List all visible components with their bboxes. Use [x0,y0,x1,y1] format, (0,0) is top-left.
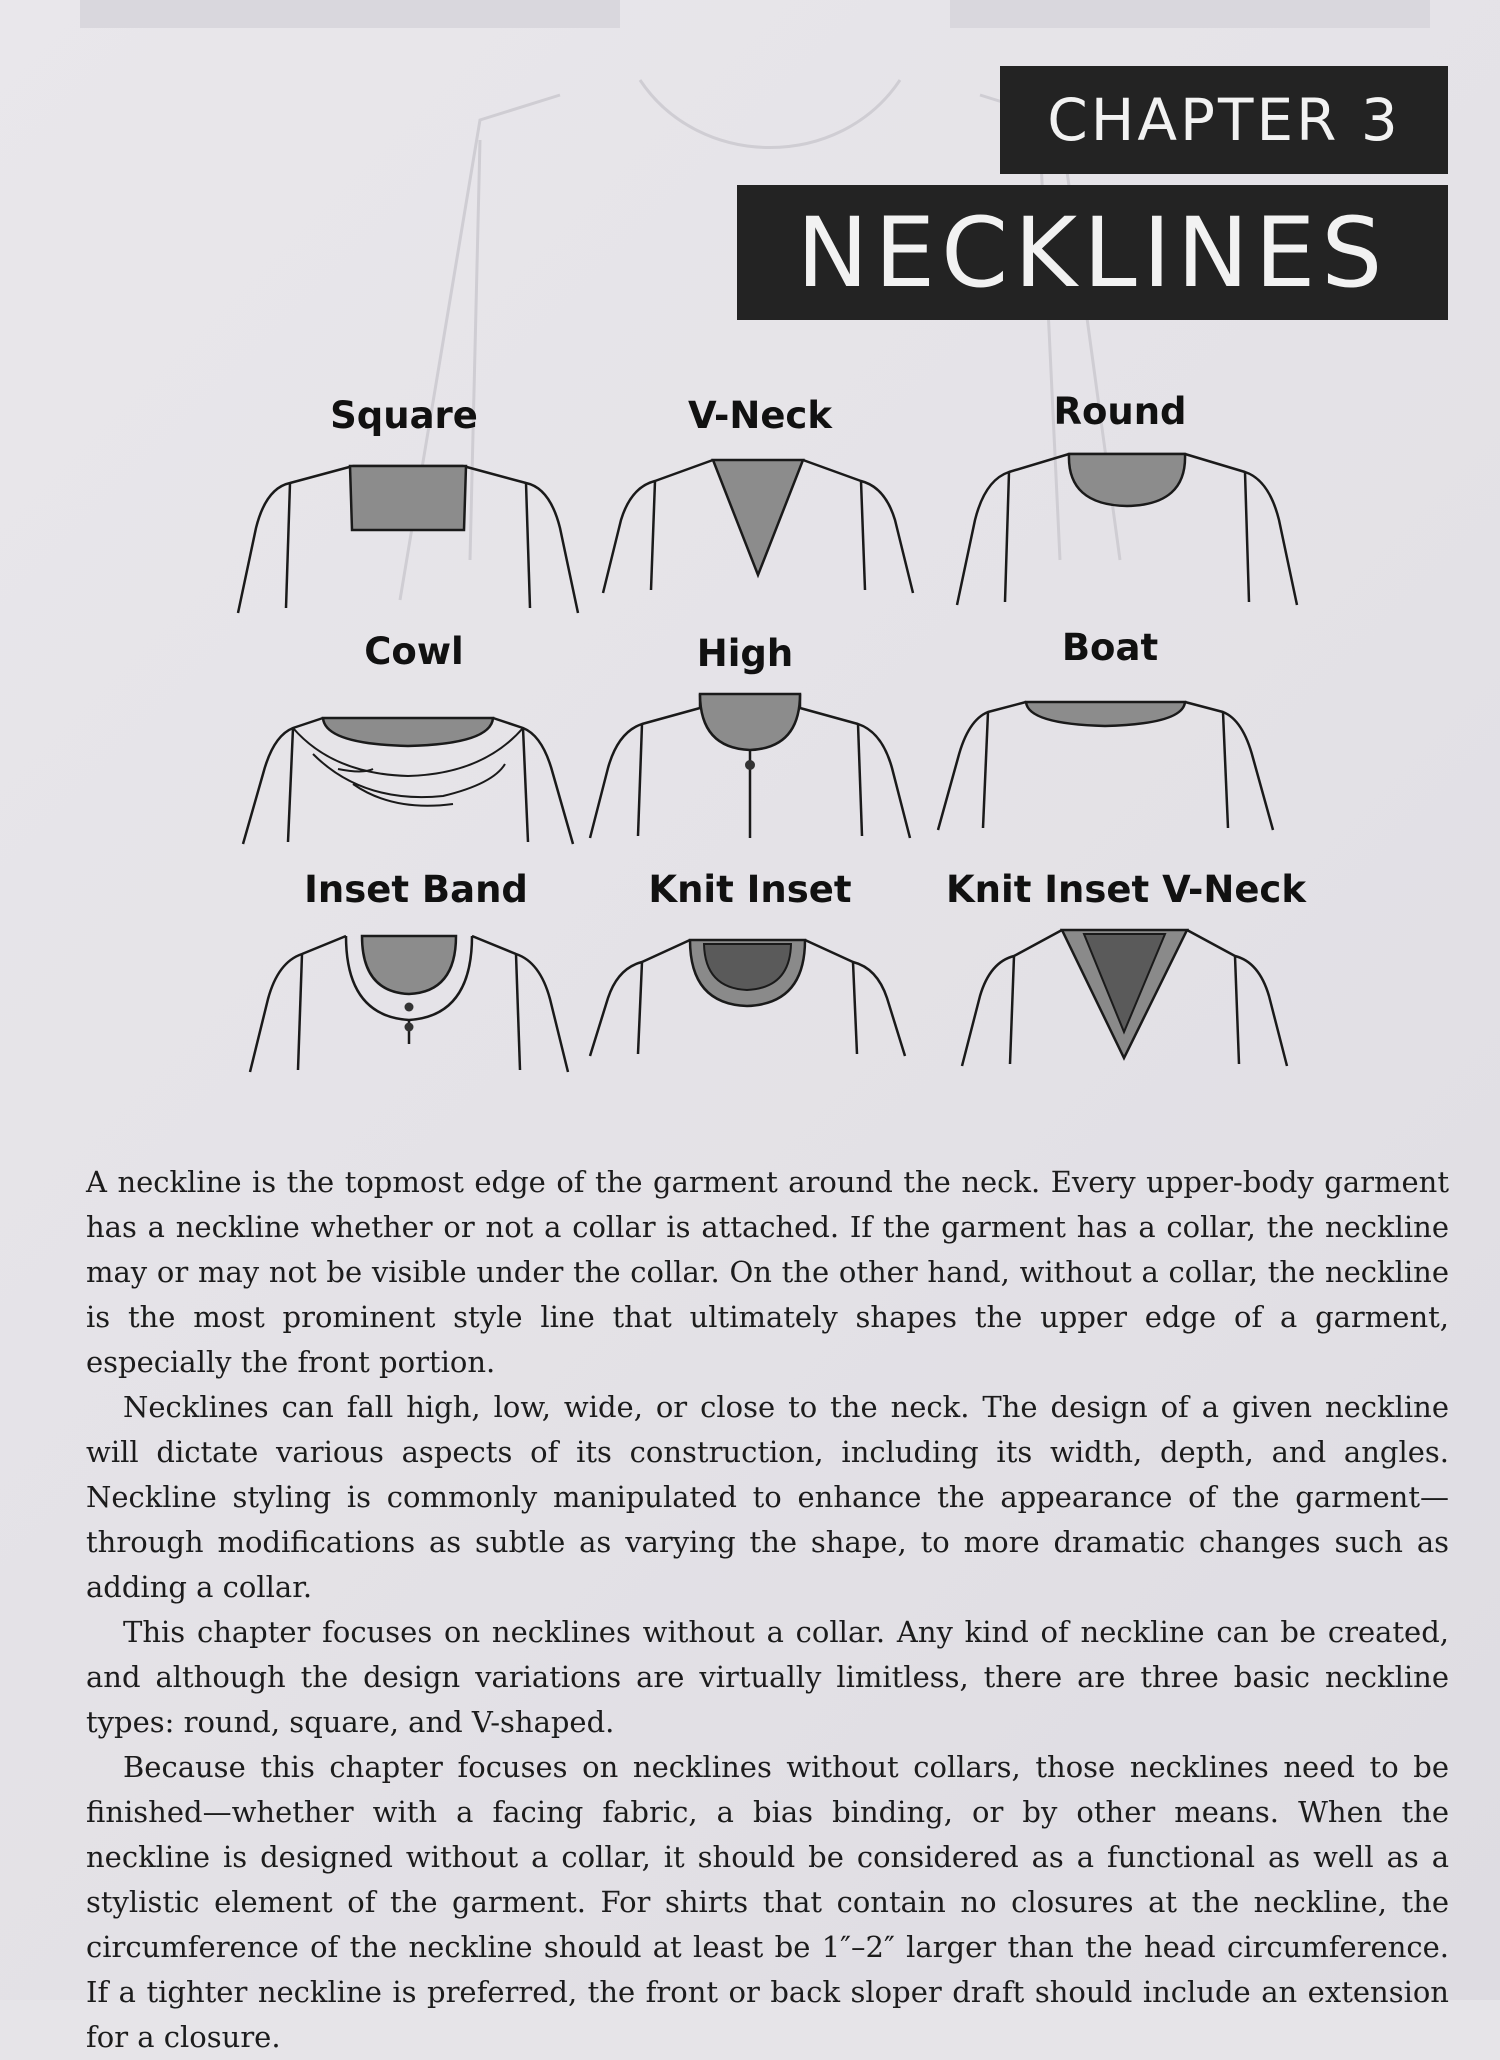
neckline-label-cowl: Cowl [364,630,464,673]
high-neckline-icon [590,690,910,840]
neckline-label-boat: Boat [1061,626,1159,669]
paragraph: This chapter focuses on necklines without a collar. Any kind of neckline can be created, and although the design variations are virtually limitless, there are three basic neckline types: round, square, and V-shaped. [86,1615,1449,1739]
paragraph: A neckline is the topmost edge of the garment around the neck. Every upper-body garment has a neckline whether or not a collar is attached. If the garment has a collar, the neckline may or may not be visible under the collar. On the other hand, without a collar, the neckline is the most prominent style line that ultimately shapes the upper edge of a garment, especially the front portion. [86,1165,1449,1379]
square-neckline-icon [238,458,578,618]
inset-band-neckline-icon [250,924,568,1074]
chapter-label: CHAPTER 3 [1000,66,1448,174]
neckline-label-square: Square [330,394,478,437]
paragraph: Necklines can fall high, low, wide, or close to the neck. The design of a given neckline will dictate various aspects of its construction, including its width, depth, and angles. Neckline styling is commonly manipulated to enhance the appearance of the garment—through modifications as subtle as varying the shape, to more dramatic changes such as adding a collar. [86,1390,1449,1604]
neckline-label-knit-inset-v-neck: Knit Inset V-Neck [946,868,1306,911]
neckline-label-inset-band: Inset Band [304,868,528,911]
neckline-label-v-neck: V-Neck [688,394,832,437]
boat-neckline-icon [938,698,1273,833]
chapter-intro-text [86,1160,1449,2060]
chapter-title: NECKLINES [737,185,1448,320]
knit-inset-neckline-icon [590,936,905,1061]
neckline-label-knit-inset: Knit Inset [648,868,852,911]
v-neck-neckline-icon [603,455,913,595]
paragraph: Because this chapter focuses on necklines without collars, those necklines need to be finished—whether with a facing fabric, a bias binding, or by other means. When the neckline is designed without a collar, it should be considered as a functional as well as a stylistic element of the garment. For shirts that contain no closures at the neckline, the circumference of the neckline should at least be 1″–2″ larger than the head circumference. If a tighter neckline is preferred, the front or back sloper draft should include an extension for a closure. [86,1750,1449,2054]
cowl-neckline-icon [243,714,573,849]
neckline-label-round: Round [1053,390,1187,433]
neckline-label-high: High [696,632,794,675]
knit-inset-v-neck-neckline-icon [962,924,1287,1069]
round-neckline-icon [957,450,1297,610]
